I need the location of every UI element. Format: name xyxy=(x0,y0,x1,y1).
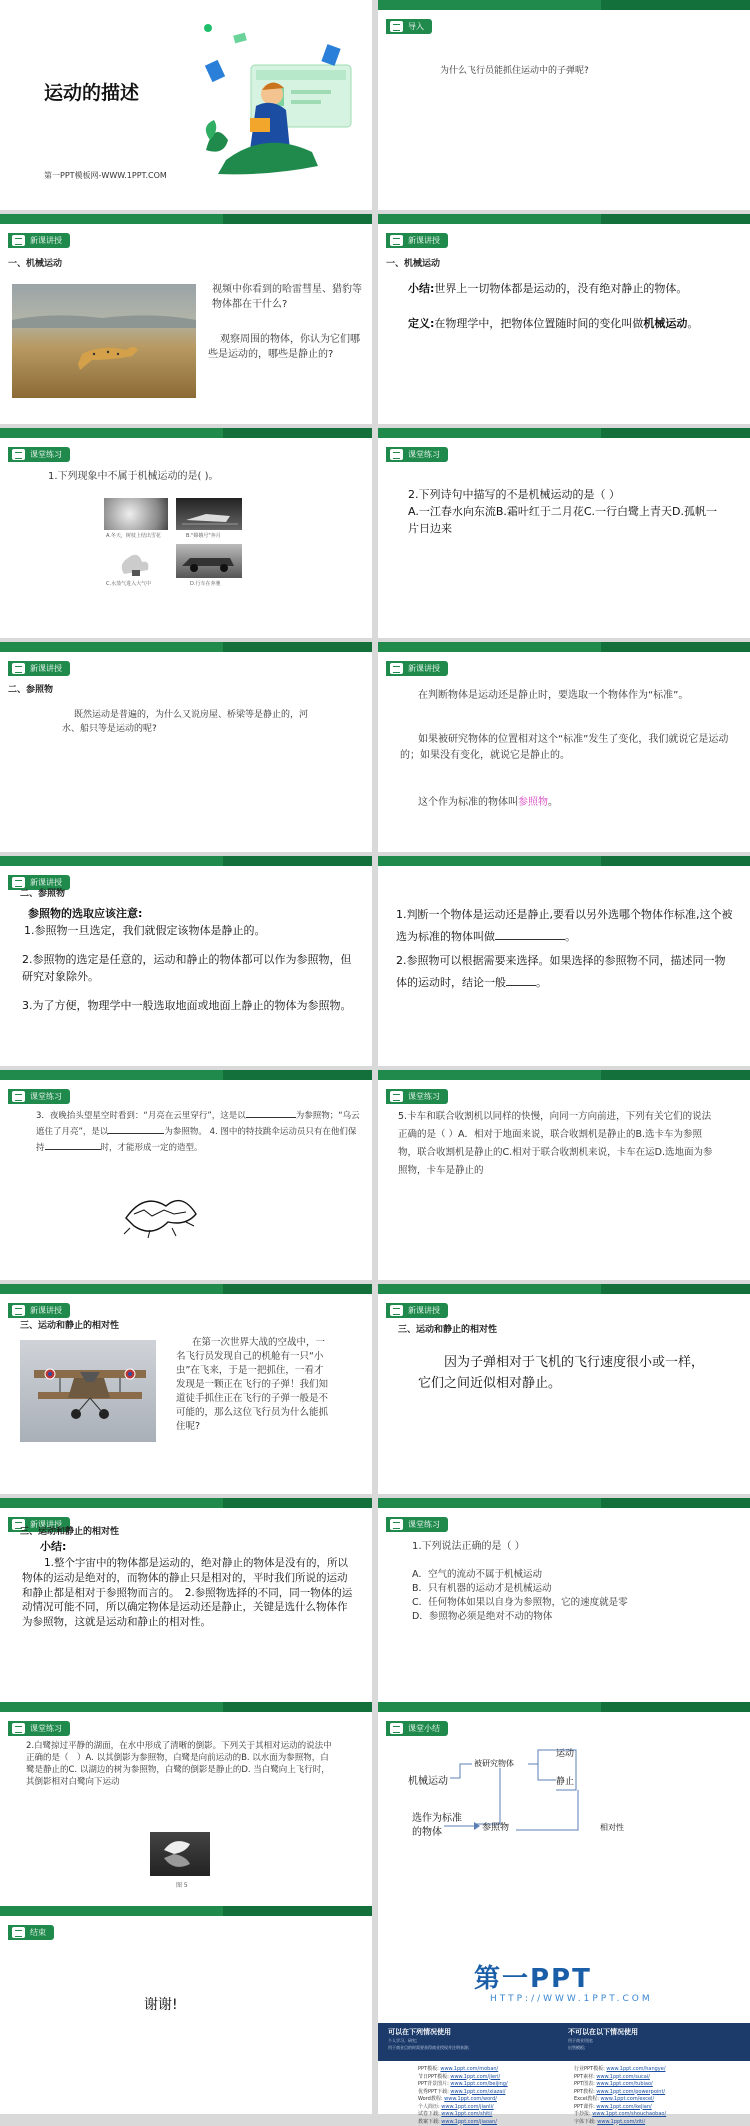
caption-b: B."嫦娥号"奔月 xyxy=(186,532,221,539)
section-heading: 三、运动和静止的相对性 xyxy=(20,1318,119,1331)
slide-exercise-5 xyxy=(378,1498,750,1708)
usage-banner xyxy=(378,2023,750,2061)
rule-2: 2.参照物的选定是任意的，运动和静止的物体都可以作为参照物，但研究对象除外。 xyxy=(22,951,352,985)
link-url[interactable]: www.1ppt.com/jieri/ xyxy=(450,2074,500,2080)
slide-reference-exercise xyxy=(378,856,750,1066)
tag-label: 课堂练习 xyxy=(408,450,440,459)
link-label: PPT模板: xyxy=(418,2066,439,2072)
node-selected-standard: 选作为标准的物体 xyxy=(412,1812,468,1840)
tag-label: 新课讲授 xyxy=(30,664,62,673)
link-row[interactable] xyxy=(418,2096,508,2104)
caption-d: D.行车在奔驰 xyxy=(190,580,220,587)
top-bar xyxy=(378,428,750,438)
tag-label: 课堂练习 xyxy=(408,1520,440,1529)
slide-copyright xyxy=(378,1906,750,2114)
top-bar xyxy=(378,856,750,866)
link-url[interactable]: www.1ppt.com/moban/ xyxy=(440,2066,498,2072)
slide-reference-rules xyxy=(0,856,372,1066)
allowed-title: 可以在下列情况使用 xyxy=(388,2027,451,2037)
tag-label: 新课讲授 xyxy=(30,878,62,887)
exercise-text: 5.卡车和联合收割机以同样的快慢，向同一方向前进，下列有关它们的说法正确的是（ ）A．相对于地面来说，联合收割机是静止的B.选卡车为参照物，联合收割机是静止的C.相对于联合收割机来说，卡车在运D.选地面为参照物，卡车是静止的 xyxy=(398,1108,720,1180)
top-bar xyxy=(0,214,372,224)
intro-question: 为什么飞行员能抓住运动中的子弹呢? xyxy=(440,64,589,78)
board-icon xyxy=(12,1723,25,1734)
allowed-note-1: 个人学习、研究; xyxy=(388,2038,417,2044)
link-url[interactable]: www.1ppt.com/ziti/ xyxy=(597,2119,645,2125)
link-label: PPT背景图片: xyxy=(418,2081,449,2087)
slide-definition xyxy=(378,214,750,424)
section-heading: 三、运动和静止的相对性 xyxy=(398,1322,497,1335)
question-2-text: 2.参照物可以根据需要来选择。如果选择的参照物不同，描述同一物体的运动时，结论一般 xyxy=(396,954,726,989)
link-row[interactable] xyxy=(574,2096,666,2104)
reference-question: 既然运动是普遍的，为什么又说房屋、桥梁等是静止的，河水、船只等是运动的呢? xyxy=(62,708,320,736)
definition-term: 机械运动 xyxy=(643,317,687,330)
top-bar xyxy=(0,642,372,652)
board-icon xyxy=(390,1091,403,1102)
link-url[interactable]: www.1ppt.com/jiaoan/ xyxy=(441,2119,497,2125)
section-heading: 三、运动和静止的相对性 xyxy=(20,1524,119,1537)
link-label: 行业PPT模板: xyxy=(574,2066,605,2072)
forbidden-title: 不可以在以下情况使用 xyxy=(568,2027,638,2037)
summary-heading: 小结: xyxy=(40,1538,66,1555)
car-photo xyxy=(176,544,242,578)
slide-reference-definition xyxy=(378,642,750,852)
link-row[interactable] xyxy=(418,2066,508,2074)
reference-term: 参照物 xyxy=(518,797,548,808)
slide-end xyxy=(0,1906,372,2114)
caption-c: C.水蒸气进入大气中 xyxy=(106,580,151,587)
link-row[interactable] xyxy=(574,2111,666,2119)
link-row[interactable] xyxy=(574,2104,666,2112)
link-url[interactable]: www.1ppt.com/beijing/ xyxy=(450,2081,507,2087)
link-label: PPT课件: xyxy=(574,2104,595,2110)
paragraph-3-end: 。 xyxy=(548,797,558,808)
answer-blank xyxy=(246,1108,296,1118)
link-url[interactable]: www.1ppt.com/sucai/ xyxy=(596,2074,650,2080)
section-tag xyxy=(8,1089,70,1104)
text-a: 3．夜晚抬头望星空时看到：“月亮在云里穿行”，这是以 xyxy=(36,1111,246,1121)
figure-caption: 图 5 xyxy=(176,1880,188,1889)
link-label: 手抄报: xyxy=(574,2111,591,2117)
node-motion: 运动 xyxy=(556,1746,574,1759)
tag-label: 新课讲授 xyxy=(408,1306,440,1315)
question-1-end: 。 xyxy=(565,930,576,943)
link-url[interactable]: www.1ppt.com/hangye/ xyxy=(606,2066,665,2072)
board-icon xyxy=(12,1927,25,1938)
slide-class-summary xyxy=(378,1702,750,1912)
tag-label: 导入 xyxy=(408,22,424,31)
rocket-photo xyxy=(176,498,242,530)
section-heading: 一、机械运动 xyxy=(386,256,440,269)
section-tag xyxy=(386,447,448,462)
slide-exercise-2 xyxy=(378,428,750,638)
top-bar xyxy=(378,642,750,652)
link-url[interactable]: www.1ppt.com/word/ xyxy=(444,2096,497,2102)
parachute-sketch xyxy=(120,1188,200,1240)
snow-branch-photo xyxy=(104,498,168,530)
section-tag xyxy=(8,447,70,462)
link-label: PPT教程: xyxy=(574,2089,595,2095)
tag-label: 新课讲授 xyxy=(30,1520,62,1529)
paragraph-2: 如果被研究物体的位置相对这个“标准”发生了变化，我们就说它是运动的；如果没有变化，就说它是静止的。 xyxy=(400,732,730,764)
section-tag xyxy=(8,1721,70,1736)
paragraph-3-text: 这个作为标准的物体叫 xyxy=(418,797,518,808)
definition-end: 。 xyxy=(687,317,698,330)
link-url[interactable]: www.1ppt.com/kejian/ xyxy=(596,2104,651,2110)
link-row[interactable] xyxy=(418,2119,508,2126)
link-row[interactable] xyxy=(418,2111,508,2119)
slide-exercise-1 xyxy=(0,428,372,638)
top-bar xyxy=(378,1070,750,1080)
caption-a: A.冬天，树枝上结出雪花 xyxy=(106,532,161,539)
link-row[interactable] xyxy=(574,2074,666,2082)
thanks-text: 谢谢! xyxy=(144,1998,178,2012)
node-mechanical-motion: 机械运动 xyxy=(408,1772,448,1787)
link-label: PPT图表: xyxy=(574,2081,595,2087)
node-still: 静止 xyxy=(556,1774,574,1787)
reading-person-illustration xyxy=(196,20,356,195)
question-text: 1.下列现象中不属于机械运动的是( )。 xyxy=(48,470,219,484)
question-1 xyxy=(396,904,736,948)
summary-label: 小结: xyxy=(408,282,434,295)
link-label: 个人简历: xyxy=(418,2104,440,2110)
board-icon xyxy=(12,1305,25,1316)
exercise-text xyxy=(36,1108,362,1156)
biplane-photo xyxy=(20,1340,156,1442)
link-row[interactable] xyxy=(418,2104,508,2112)
node-research-object: 被研究物体 xyxy=(474,1758,514,1769)
board-icon xyxy=(390,1305,403,1316)
section-tag xyxy=(8,1925,54,1940)
answer-blank xyxy=(495,930,565,940)
text-d: 时，才能形成一定的造型。 xyxy=(101,1143,203,1153)
summary-text: 1.整个宇宙中的物体都是运动的，绝对静止的物体是没有的，所以物体的运动是绝对的，而物体的静止只是相对的，平时我们所说的运动和静止都是相对于参照物而言的。 2.参照物选择的不同，同一物体的运动情况可能不同，所以确定物体是运动还是静止，关键是选什么物体作为参照物，这就是运动和静止的相对性。 xyxy=(22,1556,354,1630)
board-icon xyxy=(390,235,403,246)
deck-title: 运动的描述 xyxy=(44,78,139,105)
option-b: B．只有机器的运动才是机械运动 xyxy=(412,1582,552,1596)
link-url[interactable]: www.1ppt.com/shouchaobao/ xyxy=(592,2111,666,2117)
question-2 xyxy=(396,950,736,994)
question-text: 1.下列说法正确的是（ ） xyxy=(412,1540,525,1554)
observe-question: 观察周围的物体，你认为它们哪些是运动的，哪些是静止的? xyxy=(208,332,364,362)
summary xyxy=(408,280,738,297)
definition-text: 在物理学中，把物体位置随时间的变化叫做 xyxy=(434,317,643,330)
tag-label: 课堂小结 xyxy=(408,1724,440,1733)
answer-text: 因为子弹相对于飞机的飞行速度很小或一样，它们之间近似相对静止。 xyxy=(418,1352,714,1394)
cheetah-photo xyxy=(12,284,196,398)
board-icon xyxy=(390,21,403,32)
board-icon xyxy=(390,1519,403,1530)
tag-label: 课堂练习 xyxy=(408,1092,440,1101)
slide-exercise-6 xyxy=(0,1702,372,1912)
link-label: 字体下载: xyxy=(574,2119,596,2125)
link-label: 试卷下载: xyxy=(418,2111,440,2117)
slide-intro xyxy=(378,0,750,210)
egret-photo xyxy=(150,1832,210,1876)
option-a: A．空气的流动不属于机械运动 xyxy=(412,1568,542,1582)
link-row[interactable] xyxy=(418,2074,508,2082)
tag-label: 新课讲授 xyxy=(408,236,440,245)
definition-label: 定义: xyxy=(408,317,434,330)
link-row[interactable] xyxy=(574,2066,666,2074)
allowed-note-2: 用于商业目的时需要获得商业授权并注明来源; xyxy=(388,2045,469,2051)
slide-relativity-story xyxy=(0,1284,372,1494)
link-label: Word教程: xyxy=(418,2096,443,2102)
board-icon xyxy=(12,1091,25,1102)
link-label: 教案下载: xyxy=(418,2119,440,2125)
option-c: C．任何物体如果以自身为参照物，它的速度就是零 xyxy=(412,1596,628,1610)
link-row[interactable] xyxy=(574,2119,666,2126)
top-bar xyxy=(378,1284,750,1294)
section-tag xyxy=(386,233,448,248)
section-tag xyxy=(386,1517,448,1532)
link-row[interactable] xyxy=(574,2081,666,2089)
vapor-photo xyxy=(104,544,168,578)
question-1-text: 1.判断一个物体是运动还是静止,要看以另外选哪个物体作标准,这个被选为标准的物体叫做 xyxy=(396,908,733,943)
top-bar xyxy=(0,1498,372,1508)
paragraph-3 xyxy=(418,796,558,810)
tag-label: 课堂练习 xyxy=(30,1724,62,1733)
answer-blank xyxy=(45,1140,101,1150)
link-row[interactable] xyxy=(418,2089,508,2097)
board-icon xyxy=(12,663,25,674)
section-heading: 二、参照物 xyxy=(20,886,65,899)
answer-blank xyxy=(108,1124,164,1134)
top-bar xyxy=(378,214,750,224)
exercise-text: 2.白鹭掠过平静的湖面，在水中形成了清晰的倒影。下列关于其相对运动的说法中正确的是（ ）A. 以其倒影为参照物，白鹭是向前运动的B. 以水面为参照物，白鹭是静止的C. 以湖边的树为参照物，白鹭的倒影是静止的D. 当白鹭向上飞行时，其倒影相对白鹭向下运动 xyxy=(26,1740,332,1788)
forbidden-note-2: 出售模板; xyxy=(568,2045,585,2051)
slide-relativity-answer xyxy=(378,1284,750,1494)
section-tag xyxy=(386,661,448,676)
top-bar xyxy=(0,428,372,438)
slide-exercise-3 xyxy=(0,1070,372,1280)
summary-text: 世界上一切物体都是运动的，没有绝对静止的物体。 xyxy=(434,282,687,295)
slide-exercise-4 xyxy=(378,1070,750,1280)
tag-label: 课堂练习 xyxy=(30,450,62,459)
link-row[interactable] xyxy=(574,2089,666,2097)
slide-relativity-summary xyxy=(0,1498,372,1708)
node-reference: 参照物 xyxy=(482,1820,509,1833)
top-bar xyxy=(0,856,372,866)
board-icon xyxy=(390,663,403,674)
board-icon xyxy=(12,235,25,246)
link-url[interactable]: www.1ppt.com/shiti/ xyxy=(441,2111,492,2117)
section-heading: 二、参照物 xyxy=(8,682,53,695)
link-url[interactable]: www.1ppt.com/tubiao/ xyxy=(596,2081,652,2087)
section-tag xyxy=(8,1303,70,1318)
section-heading: 一、机械运动 xyxy=(8,256,62,269)
link-url[interactable]: www.1ppt.com/excel/ xyxy=(601,2096,655,2102)
tag-label: 课堂练习 xyxy=(30,1092,62,1101)
video-question: 视频中你看到的哈雷彗星、猎豹等物体都在干什么? xyxy=(212,282,362,312)
section-tag xyxy=(386,1089,448,1104)
section-tag xyxy=(8,661,70,676)
text-b: 为参照物；“乌云遮住了月亮”，是以 xyxy=(36,1111,360,1137)
story-text: 在第一次世界大战的空战中，一名飞行员发现自己的机舱有一只“小虫”在飞来，于是一把抓住，一看才发现是一颗正在飞行的子弹！我们知道徒手抓住正在飞行的子弹一般是不可能的，那么这位飞行员为什么能抓住呢? xyxy=(176,1336,332,1434)
slide-title xyxy=(0,0,372,210)
forbidden-note-1: 用于商业用途; xyxy=(568,2038,593,2044)
tag-label: 新课讲授 xyxy=(30,1306,62,1315)
top-bar xyxy=(0,1284,372,1294)
top-bar xyxy=(378,1498,750,1508)
top-bar xyxy=(0,1702,372,1712)
links-left xyxy=(418,2066,508,2126)
links-right xyxy=(574,2066,666,2126)
board-icon xyxy=(390,449,403,460)
link-url[interactable]: www.1ppt.com/xiazai/ xyxy=(450,2089,505,2095)
rules-heading: 参照物的选取应该注意: xyxy=(28,905,142,922)
node-relativity: 相对性 xyxy=(600,1822,624,1833)
site-url: HTTP://WWW.1PPT.COM xyxy=(490,1994,653,2004)
top-bar xyxy=(378,0,750,10)
link-row[interactable] xyxy=(418,2081,508,2089)
definition xyxy=(408,315,738,332)
question-2-end: 。 xyxy=(536,976,547,989)
question-text: 2.下列诗句中描写的不是机械运动的是（ ） xyxy=(408,486,728,503)
question-options: A.一江春水向东流B.霜叶红于二月花C.一行白鹭上青天D.孤帆一片日边来 xyxy=(408,503,718,537)
concept-map-lines xyxy=(378,1702,750,1912)
top-bar xyxy=(0,1070,372,1080)
answer-blank xyxy=(506,976,536,986)
link-label: 优秀PPT下载: xyxy=(418,2089,449,2095)
board-icon xyxy=(12,449,25,460)
rule-1: 1.参照物一旦选定，我们就假定该物体是静止的。 xyxy=(24,922,354,939)
link-label: PPT素材: xyxy=(574,2074,595,2080)
link-url[interactable]: www.1ppt.com/jianli/ xyxy=(441,2104,493,2110)
section-tag xyxy=(386,1303,448,1318)
top-bar xyxy=(0,1906,372,1916)
section-tag xyxy=(8,233,70,248)
deck-subtitle: 第一PPT模板网-WWW.1PPT.COM xyxy=(44,170,167,181)
tag-label: 结束 xyxy=(30,1928,46,1937)
paragraph-1: 在判断物体是运动还是静止时，要选取一个物体作为“标准”。 xyxy=(400,688,730,704)
slide-mechanical-motion xyxy=(0,214,372,424)
slide-reference-intro xyxy=(0,642,372,852)
section-tag xyxy=(386,19,432,34)
link-url[interactable]: www.1ppt.com/powerpoint/ xyxy=(596,2089,665,2095)
rule-3: 3.为了方便，物理学中一般选取地面或地面上静止的物体为参照物。 xyxy=(22,997,352,1014)
tag-label: 新课讲授 xyxy=(30,236,62,245)
link-label: 节日PPT模板: xyxy=(418,2074,449,2080)
text-c: 为参照物。 4. 图中的特技跳伞运动员只有在他们保持 xyxy=(36,1127,356,1153)
tag-label: 新课讲授 xyxy=(408,664,440,673)
link-label: Excel教程: xyxy=(574,2096,599,2102)
site-logo: 第一PPT xyxy=(474,1958,592,1995)
option-d: D．参照物必须是绝对不动的物体 xyxy=(412,1610,552,1624)
